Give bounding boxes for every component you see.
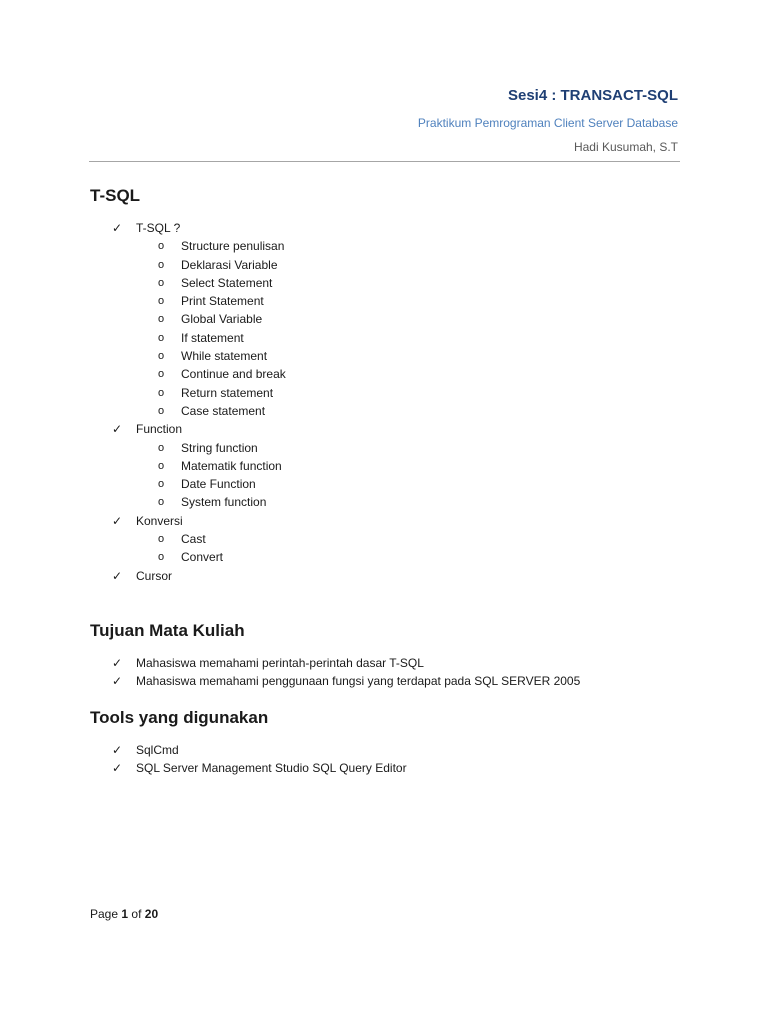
- sublist-item: [136, 347, 690, 365]
- sublist-item: [136, 439, 690, 457]
- checkmark-icon: ✓: [112, 513, 123, 528]
- list-item: [90, 420, 690, 511]
- circle-bullet-icon: o: [158, 478, 165, 491]
- tujuan-list: [90, 654, 690, 691]
- checkmark-icon: ✓: [112, 568, 123, 583]
- sublist-item-label: Return statement: [181, 385, 274, 400]
- sublist-item: [136, 457, 690, 475]
- circle-bullet-icon: o: [158, 350, 165, 363]
- sublist-item: [136, 310, 690, 328]
- list-item-label: T-SQL ?: [136, 221, 181, 235]
- sublist-item: [136, 365, 690, 383]
- sublist-item: [136, 274, 690, 292]
- circle-bullet-icon: o: [158, 386, 165, 399]
- page-number: 1: [121, 907, 129, 921]
- checkmark-icon: ✓: [112, 221, 123, 235]
- list-item: [90, 759, 690, 777]
- sublist-item-label: Global Variable: [181, 312, 263, 327]
- tsql-section: [90, 185, 690, 585]
- circle-bullet-icon: o: [158, 331, 165, 344]
- sublist-item: [136, 402, 690, 420]
- sublist-item-label: If statement: [181, 330, 244, 345]
- circle-bullet-icon: o: [158, 496, 165, 509]
- document-subtitle: Praktikum Pemrograman Client Server Database: [417, 116, 678, 130]
- list-item: [90, 219, 690, 420]
- sublist-item-label: Deklarasi Variable: [181, 257, 278, 272]
- checkmark-icon: ✓: [112, 674, 123, 689]
- sublist-item-label: Cast: [181, 532, 206, 547]
- circle-bullet-icon: o: [158, 459, 165, 472]
- sublist-item-label: Structure penulisan: [181, 239, 285, 254]
- tsql-heading: T-SQL: [90, 186, 141, 205]
- page-footer: [90, 906, 158, 922]
- sublist: [136, 530, 690, 567]
- sublist-item: [136, 548, 690, 566]
- of-word: of: [131, 907, 142, 921]
- circle-bullet-icon: o: [158, 258, 165, 271]
- list-item-label: Cursor: [136, 568, 173, 583]
- circle-bullet-icon: o: [158, 313, 165, 326]
- circle-bullet-icon: o: [158, 404, 165, 417]
- page-word: Page: [90, 907, 119, 921]
- sublist-item: [136, 384, 690, 402]
- sublist-item-label: While statement: [181, 349, 268, 364]
- sublist-item-label: Continue and break: [181, 367, 286, 382]
- sublist-item: [136, 530, 690, 548]
- circle-bullet-icon: o: [158, 295, 165, 308]
- list-item: [90, 512, 690, 567]
- circle-bullet-icon: o: [158, 551, 165, 564]
- checkmark-icon: ✓: [112, 422, 123, 437]
- sublist: [136, 237, 690, 420]
- document-title: Sesi4 : TRANSACT-SQL: [507, 87, 678, 104]
- circle-bullet-icon: o: [158, 240, 165, 253]
- sublist-item-label: Date Function: [181, 477, 256, 492]
- checkmark-icon: ✓: [112, 761, 123, 776]
- sublist-item: [136, 493, 690, 511]
- list-item-label: SQL Server Management Studio SQL Query Editor: [136, 761, 407, 776]
- sublist-item-label: Case statement: [181, 403, 266, 418]
- header-divider: [89, 161, 680, 162]
- sublist-item: [136, 237, 690, 255]
- circle-bullet-icon: o: [158, 368, 165, 381]
- tujuan-section: [90, 620, 690, 691]
- list-item-label: Mahasiswa memahami penggunaan fungsi yang terdapat pada SQL SERVER 2005: [136, 674, 581, 689]
- sublist-item: [136, 292, 690, 310]
- checkmark-icon: ✓: [112, 656, 123, 670]
- sublist-item: [136, 329, 690, 347]
- list-item: [90, 567, 690, 585]
- sublist: [136, 439, 690, 512]
- tujuan-heading: Tujuan Mata Kuliah: [90, 621, 245, 640]
- sublist-item-label: Matematik function: [181, 458, 282, 473]
- tools-heading: Tools yang digunakan: [90, 708, 269, 727]
- sublist-item: [136, 475, 690, 493]
- list-item-label: Function: [136, 422, 183, 437]
- circle-bullet-icon: o: [158, 533, 165, 546]
- sublist-item-label: Convert: [181, 550, 224, 565]
- list-item: [90, 741, 690, 759]
- sublist-item-label: Print Statement: [181, 294, 264, 309]
- tsql-list: [90, 219, 690, 585]
- sublist-item-label: System function: [181, 495, 267, 510]
- list-item: [90, 672, 690, 690]
- circle-bullet-icon: o: [158, 441, 165, 454]
- sublist-item-label: String function: [181, 440, 258, 455]
- list-item: [90, 654, 690, 672]
- tools-section: [90, 707, 690, 778]
- total-pages: 20: [144, 907, 159, 921]
- list-item-label: SqlCmd: [136, 743, 179, 757]
- sublist-item-label: Select Statement: [181, 275, 273, 290]
- checkmark-icon: ✓: [112, 743, 123, 757]
- document-header: [418, 86, 678, 155]
- sublist-item: [136, 256, 690, 274]
- list-item-label: Konversi: [136, 513, 183, 528]
- circle-bullet-icon: o: [158, 276, 165, 289]
- document-author: Hadi Kusumah, S.T: [573, 140, 678, 154]
- list-item-label: Mahasiswa memahami perintah-perintah dasar T-SQL: [136, 656, 424, 670]
- tools-list: [90, 741, 690, 778]
